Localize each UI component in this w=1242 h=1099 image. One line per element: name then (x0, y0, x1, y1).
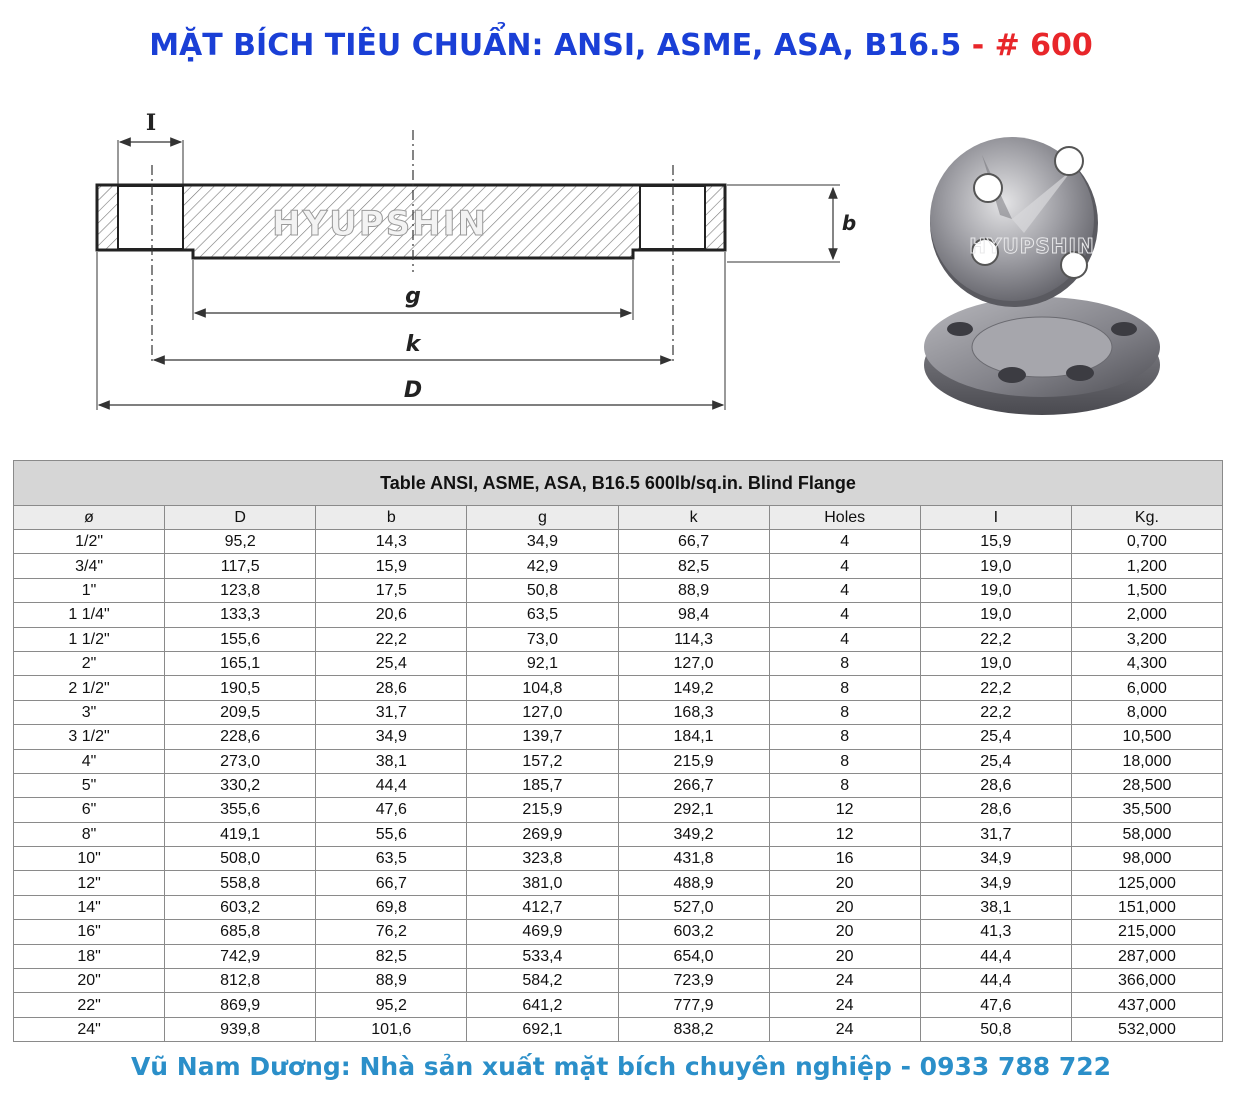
table-cell: 41,3 (920, 920, 1071, 944)
table-cell: 16" (14, 920, 165, 944)
column-header: k (618, 506, 769, 530)
table-cell: 1" (14, 578, 165, 602)
table-cell: 157,2 (467, 749, 618, 773)
table-cell: 12 (769, 798, 920, 822)
table-cell: 50,8 (467, 578, 618, 602)
table-cell: 2" (14, 651, 165, 675)
table-cell: 323,8 (467, 847, 618, 871)
footer-contact: Vũ Nam Dương: Nhà sản xuất mặt bích chuyên nghiệp - 0933 788 722 (130, 1052, 1112, 1081)
table-cell: 127,0 (618, 651, 769, 675)
table-cell: 0,700 (1071, 530, 1222, 554)
table-cell: 4 (769, 627, 920, 651)
table-cell: 412,7 (467, 895, 618, 919)
table-cell: 742,9 (165, 944, 316, 968)
table-cell: 98,000 (1071, 847, 1222, 871)
table-cell: 6" (14, 798, 165, 822)
table-cell: 20 (769, 871, 920, 895)
table-cell: 34,9 (920, 871, 1071, 895)
table-cell: 3/4" (14, 554, 165, 578)
table-cell: 692,1 (467, 1017, 618, 1041)
table-caption: Table ANSI, ASME, ASA, B16.5 600lb/sq.in. Blind Flange (14, 461, 1223, 506)
table-row (14, 554, 1223, 578)
table-row (14, 651, 1223, 675)
bolt-hole-left (118, 186, 183, 249)
table-cell: 1/2" (14, 530, 165, 554)
table-cell: 330,2 (165, 773, 316, 797)
table-cell: 381,0 (467, 871, 618, 895)
table-cell: 3,200 (1071, 627, 1222, 651)
table-cell: 1,200 (1071, 554, 1222, 578)
table-cell: 8 (769, 725, 920, 749)
table-row (14, 725, 1223, 749)
table-cell: 149,2 (618, 676, 769, 700)
table-row (14, 847, 1223, 871)
column-header: I (920, 506, 1071, 530)
drawing-watermark: HYUPSHIN (272, 204, 488, 244)
table-cell: 38,1 (316, 749, 467, 773)
column-header: D (165, 506, 316, 530)
table-cell: 28,6 (920, 798, 1071, 822)
table-cell: 25,4 (920, 725, 1071, 749)
table-cell: 603,2 (165, 895, 316, 919)
table-row (14, 1017, 1223, 1041)
table-row (14, 627, 1223, 651)
table-cell: 18,000 (1071, 749, 1222, 773)
dim-label-D: D (403, 378, 423, 403)
table-cell: 24 (769, 1017, 920, 1041)
table-cell: 4 (769, 603, 920, 627)
table-cell: 266,7 (618, 773, 769, 797)
table-cell: 273,0 (165, 749, 316, 773)
table-cell: 533,4 (467, 944, 618, 968)
table-cell: 20,6 (316, 603, 467, 627)
table-cell: 185,7 (467, 773, 618, 797)
table-cell: 1,500 (1071, 578, 1222, 602)
table-cell: 685,8 (165, 920, 316, 944)
table-cell: 98,4 (618, 603, 769, 627)
table-cell: 215,9 (618, 749, 769, 773)
table-cell: 6,000 (1071, 676, 1222, 700)
column-header: Holes (769, 506, 920, 530)
table-cell: 4" (14, 749, 165, 773)
table-cell: 66,7 (316, 871, 467, 895)
table-cell: 8" (14, 822, 165, 846)
column-header: b (316, 506, 467, 530)
table-cell: 17,5 (316, 578, 467, 602)
flange-cross-section-drawing (85, 100, 875, 430)
table-cell: 69,8 (316, 895, 467, 919)
table-row (14, 603, 1223, 627)
title-class: - # 600 (971, 28, 1093, 63)
table-cell: 47,6 (920, 993, 1071, 1017)
title-main: MẶT BÍCH TIÊU CHUẨN: ANSI, ASME, ASA, B16.5 (149, 28, 962, 63)
table-row (14, 749, 1223, 773)
table-cell: 184,1 (618, 725, 769, 749)
table-row (14, 530, 1223, 554)
table-cell: 28,6 (920, 773, 1071, 797)
table-cell: 12" (14, 871, 165, 895)
table-cell: 228,6 (165, 725, 316, 749)
page-title (0, 28, 1242, 63)
table-cell: 1 1/4" (14, 603, 165, 627)
table-cell: 104,8 (467, 676, 618, 700)
table-cell: 8 (769, 749, 920, 773)
table-row (14, 871, 1223, 895)
table-cell: 22" (14, 993, 165, 1017)
table-cell: 20 (769, 920, 920, 944)
table-cell: 44,4 (920, 944, 1071, 968)
table-cell: 123,8 (165, 578, 316, 602)
column-header: g (467, 506, 618, 530)
table-cell: 527,0 (618, 895, 769, 919)
table-cell: 18" (14, 944, 165, 968)
dim-label-k: k (405, 332, 421, 357)
table-cell: 28,500 (1071, 773, 1222, 797)
table-cell: 190,5 (165, 676, 316, 700)
table-row (14, 920, 1223, 944)
table-cell: 24 (769, 969, 920, 993)
table-cell: 838,2 (618, 1017, 769, 1041)
table-cell: 532,000 (1071, 1017, 1222, 1041)
table-cell: 8,000 (1071, 700, 1222, 724)
table-cell: 101,6 (316, 1017, 467, 1041)
table-cell: 349,2 (618, 822, 769, 846)
table-cell: 654,0 (618, 944, 769, 968)
table-cell: 25,4 (920, 749, 1071, 773)
table-cell: 366,000 (1071, 969, 1222, 993)
table-cell: 95,2 (165, 530, 316, 554)
table-cell: 22,2 (316, 627, 467, 651)
table-cell: 20 (769, 944, 920, 968)
table-cell: 42,9 (467, 554, 618, 578)
table-cell: 209,5 (165, 700, 316, 724)
table-cell: 55,6 (316, 822, 467, 846)
table-cell: 168,3 (618, 700, 769, 724)
table-cell: 63,5 (467, 603, 618, 627)
table-cell: 15,9 (920, 530, 1071, 554)
table-cell: 117,5 (165, 554, 316, 578)
table-cell: 3" (14, 700, 165, 724)
table-cell: 8 (769, 773, 920, 797)
table-cell: 8 (769, 700, 920, 724)
table-cell: 125,000 (1071, 871, 1222, 895)
table-cell: 469,9 (467, 920, 618, 944)
table-cell: 24" (14, 1017, 165, 1041)
table-row (14, 993, 1223, 1017)
table-row (14, 895, 1223, 919)
table-cell: 19,0 (920, 578, 1071, 602)
table-cell: 4 (769, 554, 920, 578)
table-cell: 22,2 (920, 700, 1071, 724)
table-row (14, 822, 1223, 846)
table-row (14, 944, 1223, 968)
table-cell: 165,1 (165, 651, 316, 675)
table-cell: 31,7 (920, 822, 1071, 846)
table-cell: 28,6 (316, 676, 467, 700)
table-cell: 431,8 (618, 847, 769, 871)
table-cell: 38,1 (920, 895, 1071, 919)
table-cell: 437,000 (1071, 993, 1222, 1017)
table-cell: 558,8 (165, 871, 316, 895)
table-cell: 44,4 (920, 969, 1071, 993)
table-row (14, 578, 1223, 602)
table-row (14, 798, 1223, 822)
table-cell: 939,8 (165, 1017, 316, 1041)
table-cell: 22,2 (920, 627, 1071, 651)
table-cell: 508,0 (165, 847, 316, 871)
table-cell: 88,9 (618, 578, 769, 602)
table-cell: 19,0 (920, 554, 1071, 578)
column-header: Kg. (1071, 506, 1222, 530)
table-cell: 812,8 (165, 969, 316, 993)
dim-label-I: I (145, 110, 157, 136)
table-cell: 22,2 (920, 676, 1071, 700)
table-cell: 3 1/2" (14, 725, 165, 749)
table-cell: 419,1 (165, 822, 316, 846)
table-cell: 63,5 (316, 847, 467, 871)
table-cell: 14,3 (316, 530, 467, 554)
table-cell: 269,9 (467, 822, 618, 846)
table-cell: 10" (14, 847, 165, 871)
table-cell: 58,000 (1071, 822, 1222, 846)
table-cell: 603,2 (618, 920, 769, 944)
table-cell: 31,7 (316, 700, 467, 724)
table-cell: 34,9 (467, 530, 618, 554)
table-cell: 127,0 (467, 700, 618, 724)
table-cell: 215,000 (1071, 920, 1222, 944)
table-cell: 25,4 (316, 651, 467, 675)
table-cell: 76,2 (316, 920, 467, 944)
table-cell: 4 (769, 530, 920, 554)
table-cell: 92,1 (467, 651, 618, 675)
table-cell: 82,5 (316, 944, 467, 968)
table-cell: 2,000 (1071, 603, 1222, 627)
table-cell: 2 1/2" (14, 676, 165, 700)
table-cell: 287,000 (1071, 944, 1222, 968)
table-cell: 133,3 (165, 603, 316, 627)
table-cell: 777,9 (618, 993, 769, 1017)
table-cell: 16 (769, 847, 920, 871)
table-cell: 34,9 (920, 847, 1071, 871)
table-cell: 584,2 (467, 969, 618, 993)
table-cell: 20 (769, 895, 920, 919)
dim-label-g: g (405, 284, 421, 309)
table-cell: 5" (14, 773, 165, 797)
table-cell: 4 (769, 578, 920, 602)
dim-label-b: b (841, 211, 857, 235)
table-cell: 8 (769, 676, 920, 700)
table-row (14, 676, 1223, 700)
table-row (14, 700, 1223, 724)
table-cell: 215,9 (467, 798, 618, 822)
table-cell: 1 1/2" (14, 627, 165, 651)
table-cell: 66,7 (618, 530, 769, 554)
table-cell: 47,6 (316, 798, 467, 822)
table-cell: 88,9 (316, 969, 467, 993)
table-cell: 15,9 (316, 554, 467, 578)
table-cell: 14" (14, 895, 165, 919)
table-cell: 95,2 (316, 993, 467, 1017)
table-cell: 8 (769, 651, 920, 675)
blind-flange-photo (912, 115, 1174, 425)
column-header: ø (14, 506, 165, 530)
table-cell: 488,9 (618, 871, 769, 895)
table-cell: 19,0 (920, 651, 1071, 675)
table-cell: 292,1 (618, 798, 769, 822)
table-cell: 723,9 (618, 969, 769, 993)
table-cell: 4,300 (1071, 651, 1222, 675)
table-cell: 12 (769, 822, 920, 846)
table-cell: 34,9 (316, 725, 467, 749)
table-header-row (14, 506, 1223, 530)
table-cell: 641,2 (467, 993, 618, 1017)
table-row (14, 969, 1223, 993)
table-cell: 139,7 (467, 725, 618, 749)
table-cell: 73,0 (467, 627, 618, 651)
photo-watermark: HYUPSHIN (969, 234, 1095, 258)
table-cell: 19,0 (920, 603, 1071, 627)
table-cell: 155,6 (165, 627, 316, 651)
table-cell: 35,500 (1071, 798, 1222, 822)
table-cell: 44,4 (316, 773, 467, 797)
table-cell: 151,000 (1071, 895, 1222, 919)
table-cell: 20" (14, 969, 165, 993)
blind-flange-table (13, 460, 1223, 1042)
table-cell: 869,9 (165, 993, 316, 1017)
table-cell: 50,8 (920, 1017, 1071, 1041)
table-cell: 24 (769, 993, 920, 1017)
table-cell: 82,5 (618, 554, 769, 578)
table-row (14, 773, 1223, 797)
table-cell: 10,500 (1071, 725, 1222, 749)
table-cell: 114,3 (618, 627, 769, 651)
table-cell: 355,6 (165, 798, 316, 822)
